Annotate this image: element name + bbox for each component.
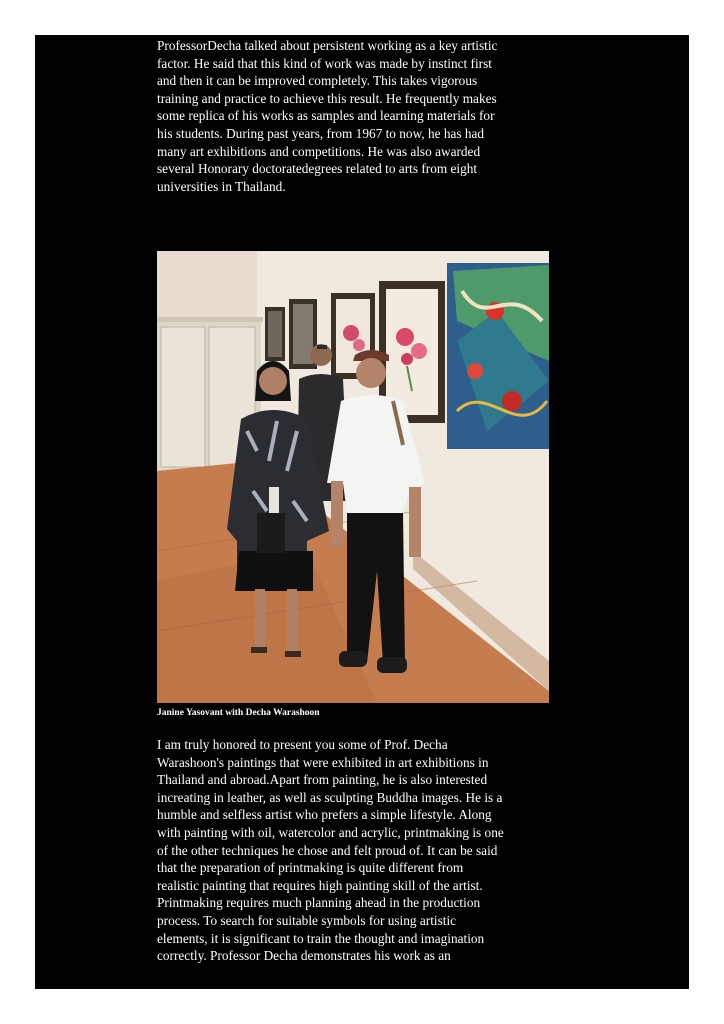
gallery-photo (157, 251, 549, 703)
gallery-photo-illustration (157, 251, 549, 703)
text-line: training and practice to achieve this result. He frequently makes (157, 90, 497, 106)
text-line: Printmaking requires much planning ahead in the production (157, 895, 481, 911)
text-line: Warashoon's paintings that were exhibited in art exhibitions in (157, 754, 489, 770)
text-line: increating in leather, as well as sculpting Buddha images. He is a (157, 789, 503, 805)
paragraph-body (157, 736, 557, 965)
text-line: many art exhibitions and competitions. He was also awarded (157, 143, 481, 159)
text-line: several Honorary doctoratedegrees related to arts from eight (157, 161, 478, 177)
text-line: Thailand and abroad.Apart from painting, he is also interested (157, 772, 488, 788)
text-line: of the other techniques he chose and felt proud of. It can be said (157, 842, 498, 858)
text-line: I am truly honored to present you some of Prof. Decha (157, 737, 448, 752)
text-line: with painting with oil, watercolor and acrylic, printmaking is one (157, 824, 504, 840)
text-line: correctly. Professor Decha demonstrates his work as an (157, 948, 451, 964)
text-line: elements, it is significant to train the thought and imagination (157, 930, 485, 946)
text-line: and then it can be improved completely. This takes vigorous (157, 73, 478, 89)
text-line: factor. He said that this kind of work was made by instinct first (157, 55, 492, 71)
text-line: process. To search for suitable symbols for using artistic (157, 912, 457, 928)
photo-caption: Janine Yasovant with Decha Warashoon (157, 708, 320, 718)
text-line: some replica of his works as samples and learning materials for (157, 108, 495, 124)
document-page (35, 35, 689, 989)
text-line: that the preparation of printmaking is quite different from (157, 860, 464, 876)
text-line: humble and selfless artist who prefers a simple lifestyle. Along (157, 807, 492, 823)
text-line: universities in Thailand. (157, 178, 286, 194)
text-line: his students. During past years, from 1967 to now, he has had (157, 125, 485, 141)
paragraph-intro (157, 37, 557, 195)
text-line: realistic painting that requires high painting skill of the artist. (157, 877, 483, 893)
text-line: ProfessorDecha talked about persistent working as a key artistic (157, 38, 498, 53)
